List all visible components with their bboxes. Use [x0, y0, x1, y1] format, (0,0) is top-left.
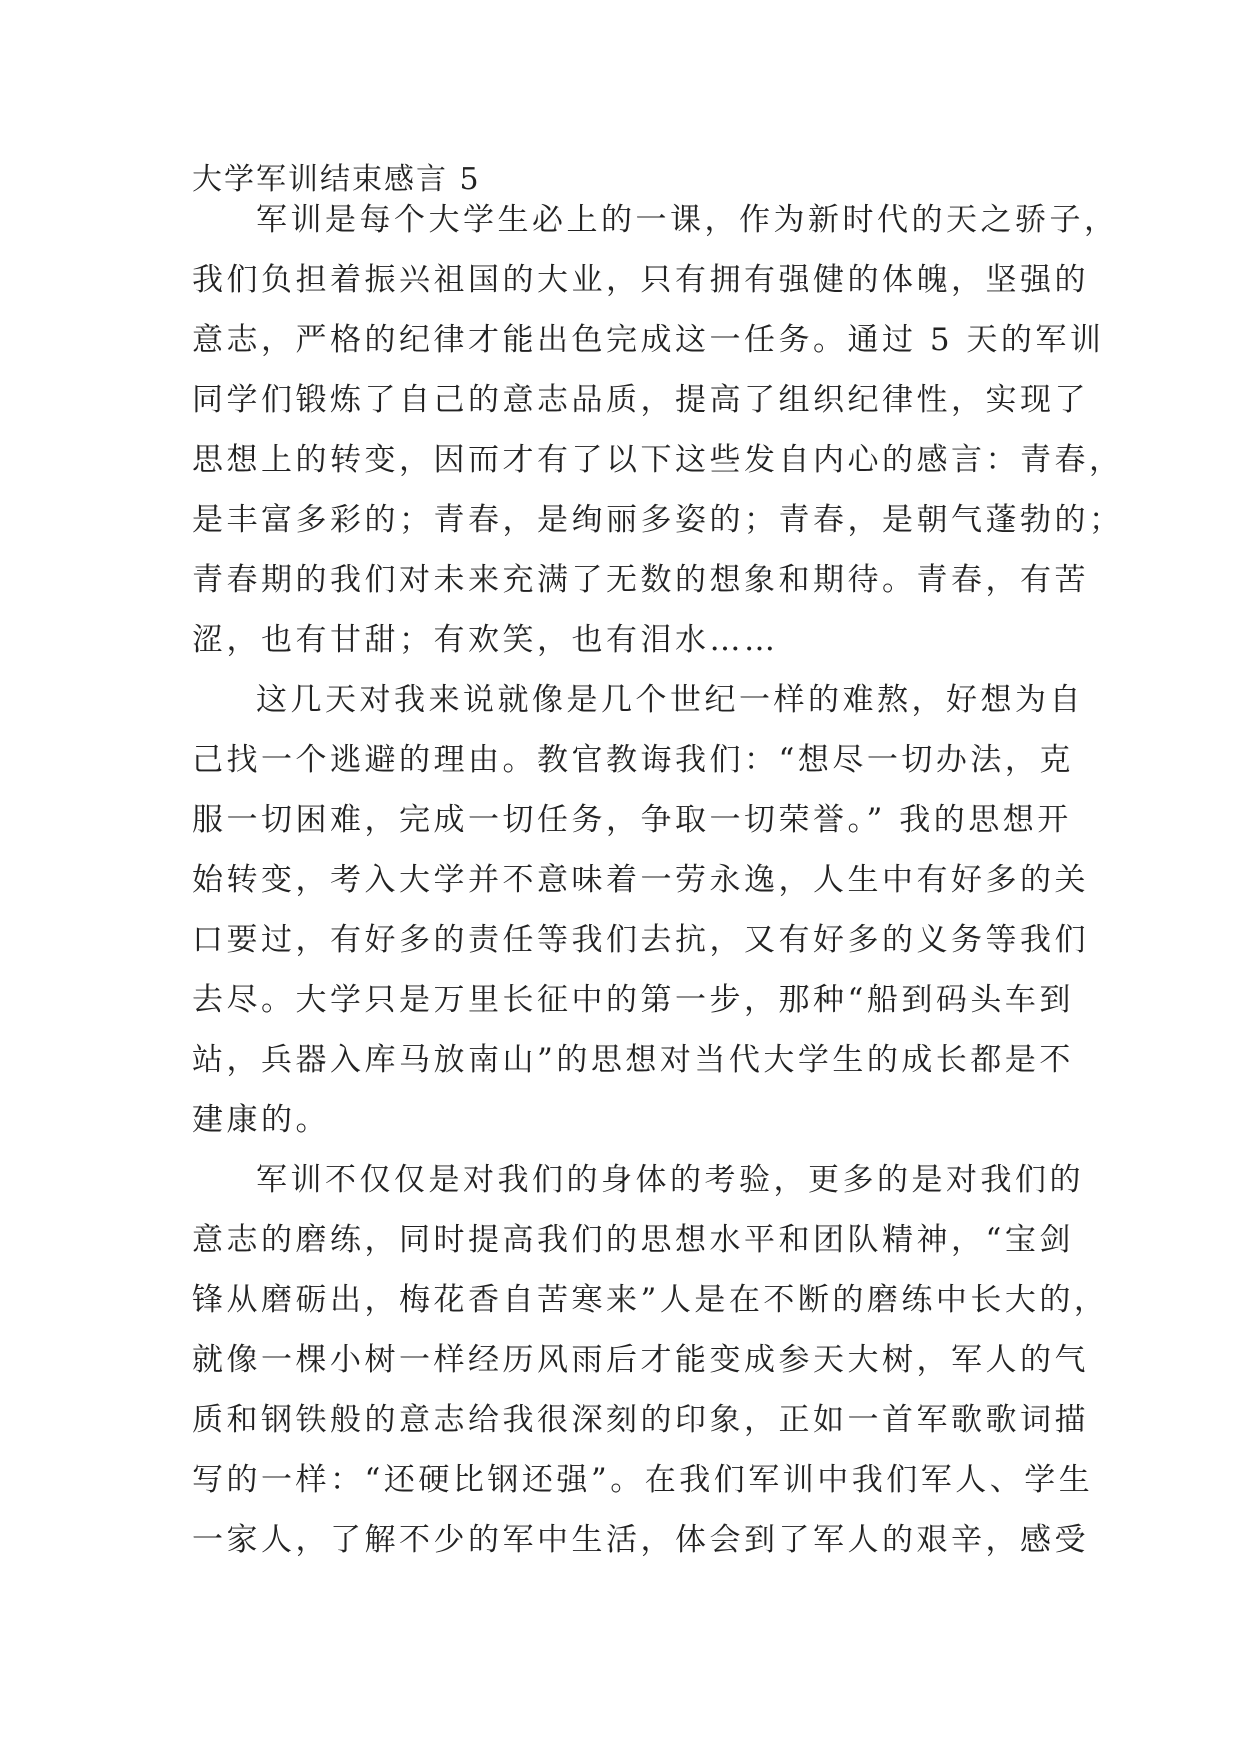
paragraph-2-line-7: 站，兵器入库马放南山”的思想对当代大学生的成长都是不: [192, 1042, 1074, 1078]
paragraph-1-line-2: 我们负担着振兴祖国的大业，只有拥有强健的体魄，坚强的: [192, 262, 1089, 298]
paragraph-1-line-6: 是丰富多彩的；青春，是绚丽多姿的；青春，是朝气蓬勃的；: [192, 502, 1124, 538]
paragraph-3-line-6: 写的一样：“还硬比钢还强”。在我们军训中我们军人、学生: [192, 1462, 1094, 1498]
paragraph-3-line-4: 就像一棵小树一样经历风雨后才能变成参天大树，军人的气: [192, 1342, 1089, 1378]
paragraph-2-line-3: 服一切困难，完成一切任务，争取一切荣誉。” 我的思想开: [192, 802, 1072, 838]
paragraph-1-line-4: 同学们锻炼了自己的意志品质，提高了组织纪律性，实现了: [192, 382, 1089, 418]
paragraph-2-line-6: 去尽。大学只是万里长征中的第一步，那种“船到码头车到: [192, 982, 1074, 1018]
paragraph-3-line-1: 军训不仅仅是对我们的身体的考验，更多的是对我们的: [256, 1162, 1084, 1198]
paragraph-1-line-5: 思想上的转变，因而才有了以下这些发自内心的感言：青春，: [192, 442, 1124, 478]
paragraph-3-line-5: 质和钢铁般的意志给我很深刻的印象，正如一首军歌歌词描: [192, 1402, 1089, 1438]
paragraph-2-line-5: 口要过，有好多的责任等我们去抗，又有好多的义务等我们: [192, 922, 1089, 958]
paragraph-1-line-1: 军训是每个大学生必上的一课，作为新时代的天之骄子，: [256, 202, 1119, 238]
paragraph-3-line-7: 一家人，了解不少的军中生活，体会到了军人的艰辛，感受: [192, 1522, 1089, 1558]
paragraph-3-line-3: 锋从磨砺出，梅花香自苦寒来”人是在不断的磨练中长大的，: [192, 1282, 1109, 1318]
paragraph-1-line-3: 意志，严格的纪律才能出色完成这一任务。通过 5 天的军训: [192, 322, 1105, 358]
paragraph-1-line-7: 青春期的我们对未来充满了无数的想象和期待。青春，有苦: [192, 562, 1089, 598]
document-body: [192, 190, 1124, 1570]
paragraph-2-line-8: 建康的。: [192, 1102, 330, 1138]
paragraph-2-line-2: 己找一个逃避的理由。教官教诲我们：“想尽一切办法，克: [192, 742, 1074, 778]
paragraph-3-line-2: 意志的磨练，同时提高我们的思想水平和团队精神，“宝剑: [192, 1222, 1074, 1258]
paragraph-1-line-8: 涩，也有甘甜；有欢笑，也有泪水……: [192, 622, 779, 658]
paragraph-2-line-1: 这几天对我来说就像是几个世纪一样的难熬，好想为自: [256, 682, 1084, 718]
paragraph-2-line-4: 始转变，考入大学并不意味着一劳永逸，人生中有好多的关: [192, 862, 1089, 898]
document-title: 大学军训结束感言 5: [192, 162, 481, 197]
